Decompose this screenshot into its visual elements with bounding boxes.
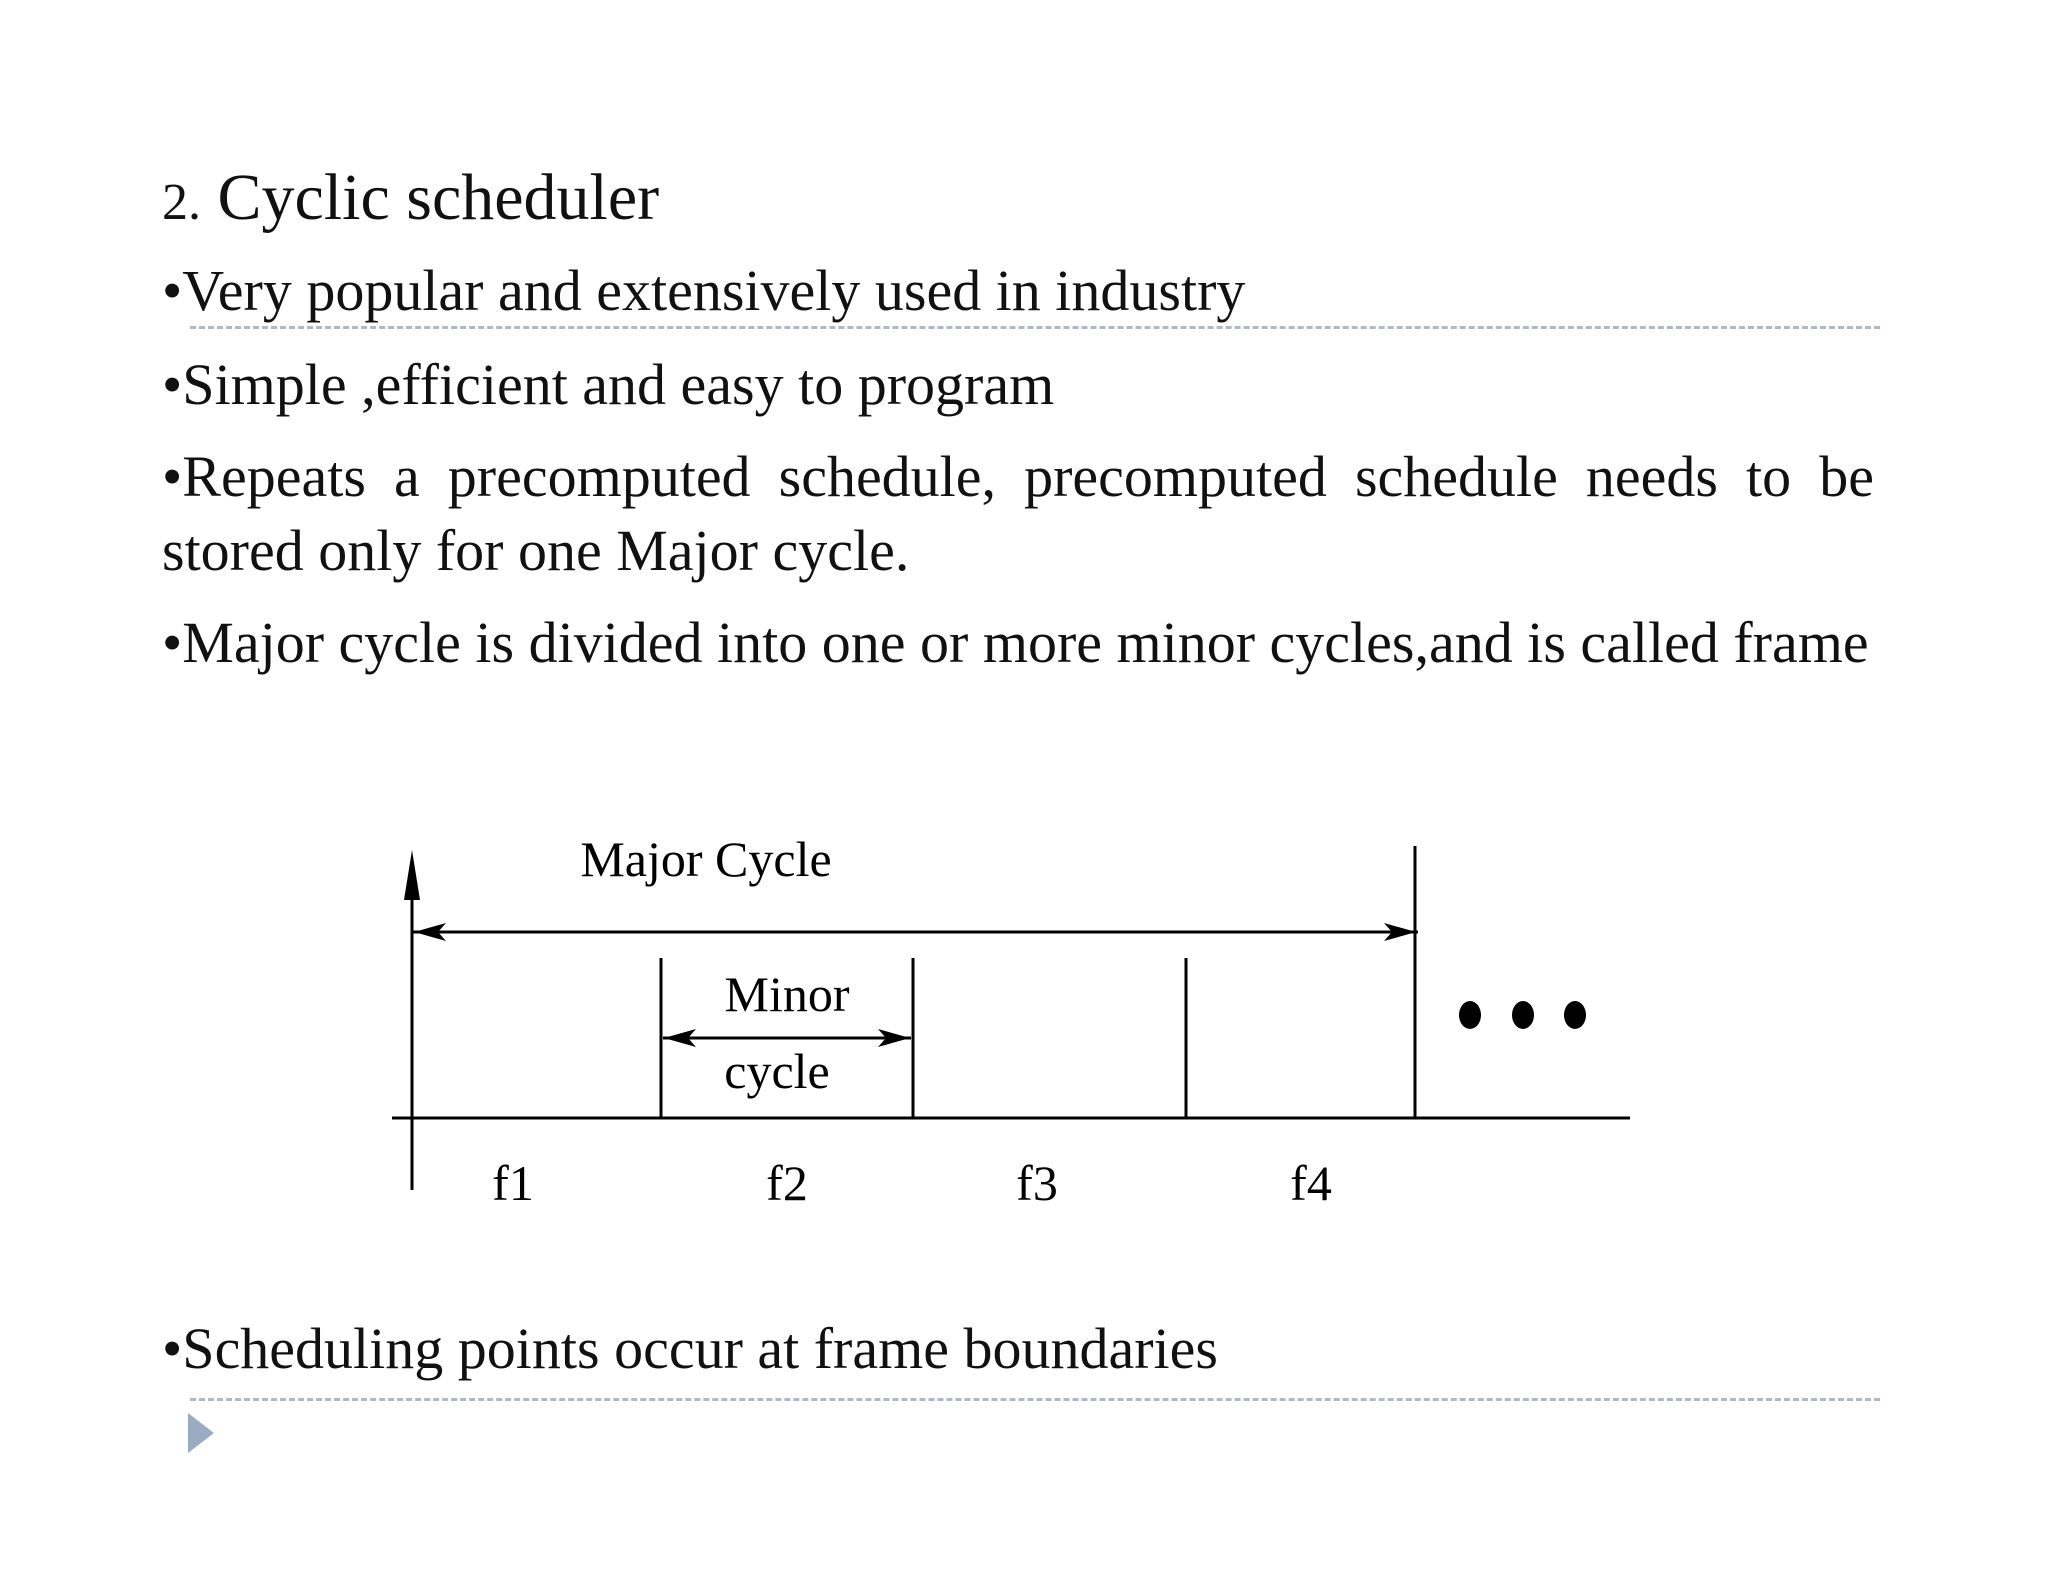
minor-cycle-label-line2: cycle xyxy=(724,1043,830,1099)
ellipsis-dot-3 xyxy=(1564,1001,1586,1029)
dashed-divider-bottom xyxy=(190,1398,1880,1401)
major-cycle-label: Major Cycle xyxy=(580,831,832,887)
cyclic-schedule-diagram xyxy=(340,800,1640,1260)
slide-title xyxy=(162,158,659,243)
bullet-2: •Simple ,efficient and easy to program xyxy=(162,352,1055,417)
frame-label-f4: f4 xyxy=(1290,1155,1332,1211)
vertical-axis-arrowhead xyxy=(404,850,420,900)
title-text: Cyclic scheduler xyxy=(217,161,660,234)
bullet-1: •Very popular and extensively used in industry xyxy=(162,258,1246,323)
frame-label-f3: f3 xyxy=(1016,1155,1058,1211)
title-number: 2. xyxy=(162,174,201,231)
frame-label-f2: f2 xyxy=(766,1155,808,1211)
dashed-divider-top xyxy=(190,326,1880,329)
ellipsis-dot-1 xyxy=(1459,1001,1481,1029)
slide-nav-arrow-icon xyxy=(188,1413,216,1453)
ellipsis-dot-2 xyxy=(1512,1001,1534,1029)
frame-label-f1: f1 xyxy=(492,1155,534,1211)
bullet-5: •Scheduling points occur at frame boundaries xyxy=(162,1316,1218,1381)
bullet-3: •Repeats a precomputed schedule, precomputed schedule needs to be stored only for one Major cycle. xyxy=(162,444,1874,583)
minor-cycle-label-line1: Minor xyxy=(724,966,850,1022)
bullet-4: •Major cycle is divided into one or more minor cycles,and is called frame xyxy=(162,610,1869,675)
